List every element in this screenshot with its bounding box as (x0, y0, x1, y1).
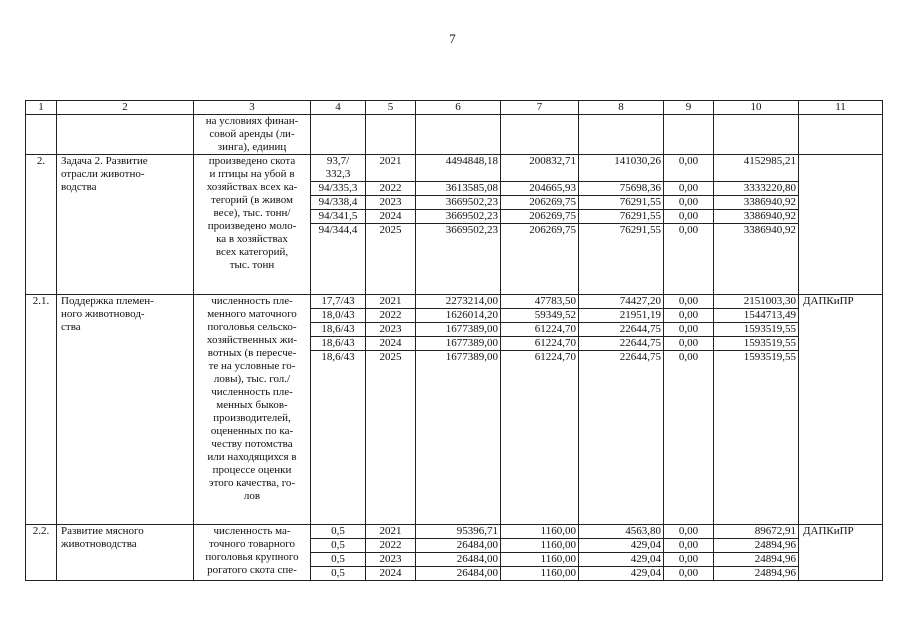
table-row (26, 295, 883, 309)
local-cell: 0,00 (664, 567, 714, 581)
indicator-value: 94/338,4 (311, 196, 366, 210)
other-cell: 3386940,92 (714, 224, 799, 295)
column-number: 5 (366, 101, 416, 115)
responsible-cell: ДАПКиПР (799, 295, 883, 525)
other-cell: 1593519,55 (714, 337, 799, 351)
year-cell: 2021 (366, 155, 416, 182)
other-cell: 89672,91 (714, 525, 799, 539)
local-cell: 0,00 (664, 539, 714, 553)
other-cell: 3333220,80 (714, 182, 799, 196)
responsible-cell (799, 155, 883, 295)
year-cell: 2024 (366, 337, 416, 351)
column-number: 11 (799, 101, 883, 115)
row-number: 2. (26, 155, 57, 295)
indicator-value: 0,5 (311, 553, 366, 567)
column-number-row (26, 101, 883, 115)
local-cell: 0,00 (664, 196, 714, 210)
local-cell: 0,00 (664, 210, 714, 224)
local-cell: 0,00 (664, 309, 714, 323)
indicator-value: 94/335,3 (311, 182, 366, 196)
local-cell: 0,00 (664, 155, 714, 182)
local-cell: 0,00 (664, 323, 714, 337)
local-cell: 0,00 (664, 553, 714, 567)
indicator-value: 0,5 (311, 539, 366, 553)
total-cell: 26484,00 (416, 553, 501, 567)
measure-name: Развитие мясного животноводства (57, 525, 194, 581)
indicator-value: 18,6/43 (311, 337, 366, 351)
responsible-cell: ДАПКиПР (799, 525, 883, 581)
regional-cell: 429,04 (579, 553, 664, 567)
local-cell: 0,00 (664, 337, 714, 351)
page-number: 7 (449, 31, 456, 46)
indicator-value: 17,7/43 (311, 295, 366, 309)
regional-cell: 141030,26 (579, 155, 664, 182)
year-cell: 2025 (366, 351, 416, 525)
total-cell: 3669502,23 (416, 210, 501, 224)
year-cell: 2021 (366, 295, 416, 309)
other-cell: 1544713,49 (714, 309, 799, 323)
regional-cell: 429,04 (579, 567, 664, 581)
indicator-value: 94/341,5 (311, 210, 366, 224)
indicator-value: 0,5 (311, 567, 366, 581)
row-number: 2.2. (26, 525, 57, 581)
indicator-value: 18,6/43 (311, 351, 366, 525)
federal-cell: 1160,00 (501, 539, 579, 553)
year-cell: 2024 (366, 567, 416, 581)
year-cell: 2022 (366, 539, 416, 553)
federal-cell: 61224,70 (501, 337, 579, 351)
year-cell: 2021 (366, 525, 416, 539)
measure-name: Задача 2. Развитие отрасли животно- водства (57, 155, 194, 295)
year-cell: 2023 (366, 196, 416, 210)
total-cell: 26484,00 (416, 539, 501, 553)
federal-cell: 1160,00 (501, 553, 579, 567)
indicator-cell: численность пле- менного маточного поголовья сельско- хозяйственных жи- вотных (в пересче- те на условные го- ловы), тыс. гол./ численность пле- менных быков- производителей, оцененных по ка- честву потомства или находящихся в процессе оценки этого качества, го- лов (194, 295, 311, 525)
federal-cell: 206269,75 (501, 210, 579, 224)
total-cell: 2273214,00 (416, 295, 501, 309)
year-cell: 2023 (366, 323, 416, 337)
other-cell: 1593519,55 (714, 323, 799, 337)
total-cell: 1677389,00 (416, 351, 501, 525)
total-cell: 3669502,23 (416, 224, 501, 295)
year-cell: 2022 (366, 182, 416, 196)
federal-cell: 206269,75 (501, 224, 579, 295)
year-cell: 2022 (366, 309, 416, 323)
indicator-value: 93,7/ 332,3 (311, 155, 366, 182)
column-number: 9 (664, 101, 714, 115)
column-number: 10 (714, 101, 799, 115)
federal-cell: 59349,52 (501, 309, 579, 323)
measure-name: Поддержка племен- ного животновод- ства (57, 295, 194, 525)
indicator-cell: на условиях финан- совой аренды (ли- зинга), единиц (194, 115, 311, 155)
regional-cell: 76291,55 (579, 196, 664, 210)
regional-cell: 22644,75 (579, 351, 664, 525)
regional-cell: 22644,75 (579, 323, 664, 337)
other-cell: 24894,96 (714, 539, 799, 553)
total-cell: 3669502,23 (416, 196, 501, 210)
year-cell: 2025 (366, 224, 416, 295)
regional-cell: 75698,36 (579, 182, 664, 196)
federal-cell: 61224,70 (501, 323, 579, 337)
column-number: 1 (26, 101, 57, 115)
other-cell: 3386940,92 (714, 196, 799, 210)
indicator-cell: численность ма- точного товарного поголовья крупного рогатого скота спе- (194, 525, 311, 581)
indicator-value: 18,0/43 (311, 309, 366, 323)
other-cell: 3386940,92 (714, 210, 799, 224)
column-number: 6 (416, 101, 501, 115)
local-cell: 0,00 (664, 224, 714, 295)
year-cell: 2023 (366, 553, 416, 567)
year-cell: 2024 (366, 210, 416, 224)
federal-cell: 1160,00 (501, 525, 579, 539)
indicator-value: 0,5 (311, 525, 366, 539)
regional-cell: 4563,80 (579, 525, 664, 539)
other-cell: 1593519,55 (714, 351, 799, 525)
other-cell: 2151003,30 (714, 295, 799, 309)
program-table (25, 100, 883, 581)
column-number: 7 (501, 101, 579, 115)
regional-cell: 22644,75 (579, 337, 664, 351)
table-row (26, 155, 883, 182)
federal-cell: 47783,50 (501, 295, 579, 309)
total-cell: 26484,00 (416, 567, 501, 581)
local-cell: 0,00 (664, 525, 714, 539)
indicator-cell: произведено скота и птицы на убой в хозяйствах всех ка- тегорий (в живом весе), тыс. тонн/ произведено моло- ка в хозяйствах всех категорий, тыс. тонн (194, 155, 311, 295)
other-cell: 24894,96 (714, 567, 799, 581)
total-cell: 1626014,20 (416, 309, 501, 323)
row-number: 2.1. (26, 295, 57, 525)
total-cell: 95396,71 (416, 525, 501, 539)
column-number: 8 (579, 101, 664, 115)
column-number: 4 (311, 101, 366, 115)
total-cell: 3613585,08 (416, 182, 501, 196)
column-number: 3 (194, 101, 311, 115)
regional-cell: 76291,55 (579, 210, 664, 224)
federal-cell: 200832,71 (501, 155, 579, 182)
total-cell: 1677389,00 (416, 323, 501, 337)
total-cell: 1677389,00 (416, 337, 501, 351)
federal-cell: 1160,00 (501, 567, 579, 581)
local-cell: 0,00 (664, 182, 714, 196)
regional-cell: 74427,20 (579, 295, 664, 309)
indicator-value: 18,6/43 (311, 323, 366, 337)
continuation-row (26, 115, 883, 155)
table-row (26, 525, 883, 539)
other-cell: 24894,96 (714, 553, 799, 567)
federal-cell: 61224,70 (501, 351, 579, 525)
indicator-value: 94/344,4 (311, 224, 366, 295)
federal-cell: 206269,75 (501, 196, 579, 210)
regional-cell: 76291,55 (579, 224, 664, 295)
federal-cell: 204665,93 (501, 182, 579, 196)
total-cell: 4494848,18 (416, 155, 501, 182)
regional-cell: 429,04 (579, 539, 664, 553)
local-cell: 0,00 (664, 351, 714, 525)
local-cell: 0,00 (664, 295, 714, 309)
regional-cell: 21951,19 (579, 309, 664, 323)
other-cell: 4152985,21 (714, 155, 799, 182)
column-number: 2 (57, 101, 194, 115)
